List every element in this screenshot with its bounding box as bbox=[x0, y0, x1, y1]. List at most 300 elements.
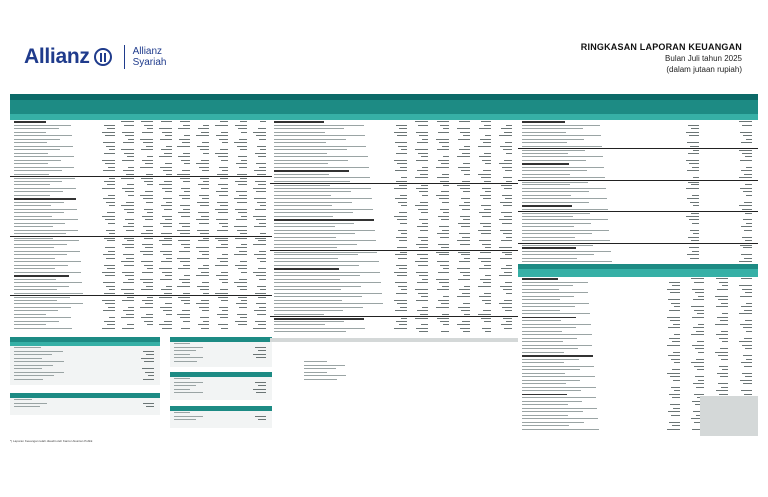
row-value bbox=[182, 282, 190, 283]
row-value bbox=[505, 310, 512, 311]
row-value bbox=[147, 324, 153, 325]
row-label bbox=[274, 216, 333, 217]
row-value bbox=[415, 149, 428, 150]
row-label bbox=[522, 160, 586, 161]
row-value bbox=[415, 205, 428, 206]
row-value bbox=[464, 314, 470, 315]
row-value bbox=[141, 121, 153, 122]
row-value bbox=[460, 216, 470, 217]
row-value bbox=[103, 282, 115, 283]
row-label bbox=[14, 170, 62, 171]
row-label bbox=[522, 362, 564, 363]
row-label bbox=[274, 128, 344, 129]
row-label bbox=[304, 368, 336, 369]
row-value bbox=[396, 237, 407, 238]
row-label bbox=[274, 265, 359, 266]
row-label bbox=[274, 296, 362, 297]
row-value bbox=[396, 181, 407, 182]
row-value bbox=[165, 135, 172, 136]
row-value bbox=[122, 272, 134, 273]
row-value bbox=[104, 321, 115, 322]
row-value bbox=[163, 310, 172, 311]
table-row bbox=[10, 378, 160, 382]
row-label bbox=[14, 254, 67, 255]
row-value bbox=[669, 422, 680, 423]
row-value bbox=[217, 230, 228, 231]
row-value bbox=[740, 380, 752, 381]
row-label bbox=[14, 321, 59, 322]
row-label bbox=[14, 167, 74, 168]
row-value bbox=[739, 341, 752, 342]
row-value bbox=[199, 307, 209, 308]
row-value bbox=[107, 268, 115, 269]
row-value bbox=[396, 293, 407, 294]
row-label bbox=[274, 212, 353, 213]
row-value bbox=[234, 282, 247, 283]
row-value bbox=[221, 160, 228, 161]
row-value bbox=[690, 230, 699, 231]
row-value bbox=[483, 226, 491, 227]
row-value bbox=[400, 307, 407, 308]
row-value bbox=[123, 170, 134, 171]
row-value bbox=[253, 354, 266, 355]
row-value bbox=[479, 268, 491, 269]
row-label bbox=[274, 226, 335, 227]
row-value bbox=[102, 300, 115, 301]
row-value bbox=[184, 163, 190, 164]
row-value bbox=[401, 233, 407, 234]
row-value bbox=[241, 160, 247, 161]
row-value bbox=[125, 191, 134, 192]
row-value bbox=[165, 163, 172, 164]
row-value bbox=[422, 307, 428, 308]
row-label bbox=[14, 184, 50, 185]
row-value bbox=[202, 198, 209, 199]
row-value bbox=[145, 372, 154, 373]
row-label bbox=[174, 412, 190, 413]
row-label bbox=[522, 202, 589, 203]
row-value bbox=[415, 121, 428, 122]
row-value bbox=[482, 328, 491, 329]
row-value bbox=[241, 272, 247, 273]
row-value bbox=[464, 146, 470, 147]
row-value bbox=[258, 419, 266, 420]
row-value bbox=[501, 268, 512, 269]
row-value bbox=[506, 181, 512, 182]
row-value bbox=[440, 209, 449, 210]
row-label bbox=[522, 170, 587, 171]
row-value bbox=[442, 314, 449, 315]
row-value bbox=[739, 285, 752, 286]
row-label bbox=[522, 128, 583, 129]
report-header bbox=[581, 42, 742, 74]
row-value bbox=[159, 156, 172, 157]
row-label bbox=[14, 286, 69, 287]
row-value bbox=[458, 279, 470, 280]
row-value bbox=[481, 261, 491, 262]
row-value bbox=[441, 247, 449, 248]
row-value bbox=[693, 205, 699, 206]
row-value bbox=[689, 219, 699, 220]
row-value bbox=[674, 334, 680, 335]
row-value bbox=[698, 296, 704, 297]
row-value bbox=[222, 310, 228, 311]
row-value bbox=[253, 132, 266, 133]
row-value bbox=[105, 275, 115, 276]
row-value bbox=[697, 313, 704, 314]
row-value bbox=[400, 167, 407, 168]
allianz-eagle-icon bbox=[94, 48, 112, 66]
row-label bbox=[274, 167, 369, 168]
row-value bbox=[258, 385, 266, 386]
row-label bbox=[522, 247, 576, 248]
row-value bbox=[198, 128, 209, 129]
row-label bbox=[304, 379, 337, 380]
row-value bbox=[237, 314, 247, 315]
row-value bbox=[399, 212, 407, 213]
row-value bbox=[478, 314, 491, 315]
row-value bbox=[438, 272, 449, 273]
row-value bbox=[399, 268, 407, 269]
row-label bbox=[174, 357, 203, 358]
row-value bbox=[143, 226, 153, 227]
row-value bbox=[674, 362, 680, 363]
row-value bbox=[106, 258, 115, 259]
row-value bbox=[197, 258, 209, 259]
row-value bbox=[126, 258, 134, 259]
row-value bbox=[743, 247, 752, 248]
row-value bbox=[480, 223, 491, 224]
row-label bbox=[522, 303, 589, 304]
row-value bbox=[161, 121, 172, 122]
row-value bbox=[483, 198, 491, 199]
row-value bbox=[671, 415, 680, 416]
row-label bbox=[14, 153, 48, 154]
row-label bbox=[274, 237, 336, 238]
row-value bbox=[686, 160, 699, 161]
row-value bbox=[688, 237, 699, 238]
row-label bbox=[274, 205, 332, 206]
row-value bbox=[143, 198, 153, 199]
row-value bbox=[698, 324, 704, 325]
row-value bbox=[221, 300, 228, 301]
row-value bbox=[196, 219, 209, 220]
row-value bbox=[417, 254, 428, 255]
row-value bbox=[746, 331, 752, 332]
row-value bbox=[718, 299, 728, 300]
row-value bbox=[505, 254, 512, 255]
row-value bbox=[420, 314, 428, 315]
row-value bbox=[673, 380, 680, 381]
row-value bbox=[222, 226, 228, 227]
row-value bbox=[485, 135, 491, 136]
row-value bbox=[744, 230, 752, 231]
row-label bbox=[274, 321, 344, 322]
row-label bbox=[14, 191, 63, 192]
row-value bbox=[418, 293, 428, 294]
row-value bbox=[163, 170, 172, 171]
row-label bbox=[174, 343, 190, 344]
row-label bbox=[14, 272, 81, 273]
row-label bbox=[174, 350, 196, 351]
row-label bbox=[522, 387, 596, 388]
row-value bbox=[180, 121, 190, 122]
row-value bbox=[438, 244, 449, 245]
row-value bbox=[203, 265, 209, 266]
row-value bbox=[441, 191, 449, 192]
row-label bbox=[522, 429, 599, 430]
row-value bbox=[256, 392, 266, 393]
row-value bbox=[182, 142, 190, 143]
row-value bbox=[440, 125, 449, 126]
row-value bbox=[253, 389, 266, 390]
row-value bbox=[109, 149, 115, 150]
row-value bbox=[443, 268, 449, 269]
row-value bbox=[166, 202, 172, 203]
row-value bbox=[141, 261, 153, 262]
logo-divider bbox=[124, 45, 125, 69]
row-value bbox=[145, 163, 153, 164]
row-value bbox=[145, 303, 153, 304]
row-value bbox=[260, 261, 266, 262]
row-value bbox=[216, 247, 228, 248]
row-value bbox=[422, 167, 428, 168]
row-value bbox=[670, 320, 680, 321]
row-value bbox=[499, 247, 512, 248]
row-label bbox=[14, 279, 56, 280]
row-value bbox=[505, 198, 512, 199]
row-label bbox=[14, 216, 52, 217]
row-value bbox=[461, 170, 470, 171]
row-label bbox=[522, 174, 570, 175]
row-value bbox=[717, 373, 728, 374]
row-value bbox=[238, 156, 247, 157]
row-value bbox=[203, 125, 209, 126]
row-value bbox=[148, 375, 154, 376]
row-value bbox=[744, 310, 752, 311]
row-value bbox=[696, 331, 704, 332]
row-value bbox=[241, 244, 247, 245]
row-value bbox=[421, 296, 428, 297]
row-value bbox=[179, 195, 190, 196]
row-value bbox=[692, 195, 699, 196]
row-value bbox=[482, 216, 491, 217]
row-value bbox=[146, 314, 153, 315]
row-label bbox=[274, 163, 328, 164]
row-value bbox=[219, 223, 228, 224]
row-value bbox=[459, 233, 470, 234]
row-label bbox=[14, 226, 53, 227]
row-value bbox=[147, 128, 153, 129]
row-value bbox=[422, 195, 428, 196]
row-value bbox=[500, 230, 512, 231]
row-value bbox=[144, 321, 153, 322]
row-value bbox=[505, 282, 512, 283]
row-value bbox=[143, 403, 154, 404]
row-value bbox=[221, 188, 228, 189]
row-value bbox=[692, 289, 704, 290]
row-value bbox=[141, 233, 153, 234]
row-value bbox=[102, 188, 115, 189]
row-value bbox=[667, 317, 680, 318]
row-value bbox=[397, 303, 407, 304]
row-value bbox=[691, 362, 704, 363]
row-label bbox=[274, 135, 365, 136]
row-value bbox=[256, 191, 266, 192]
row-value bbox=[164, 321, 172, 322]
row-value bbox=[744, 174, 752, 175]
row-value bbox=[234, 226, 247, 227]
row-value bbox=[256, 303, 266, 304]
row-value bbox=[503, 177, 512, 178]
row-value bbox=[258, 128, 266, 129]
row-value bbox=[440, 321, 449, 322]
row-value bbox=[694, 366, 704, 367]
row-value bbox=[422, 223, 428, 224]
row-value bbox=[165, 219, 172, 220]
row-value bbox=[216, 219, 228, 220]
row-value bbox=[743, 355, 752, 356]
row-value bbox=[221, 132, 228, 133]
row-value bbox=[397, 135, 407, 136]
row-value bbox=[719, 282, 728, 283]
row-value bbox=[743, 219, 752, 220]
row-value bbox=[160, 251, 172, 252]
row-label bbox=[522, 320, 561, 321]
row-value bbox=[504, 188, 512, 189]
row-label bbox=[14, 219, 78, 220]
row-value bbox=[178, 268, 190, 269]
row-value bbox=[462, 237, 470, 238]
row-value bbox=[218, 212, 228, 213]
row-value bbox=[198, 268, 209, 269]
row-label bbox=[274, 233, 355, 234]
row-value bbox=[690, 202, 699, 203]
row-value bbox=[159, 184, 172, 185]
row-label bbox=[522, 390, 581, 391]
row-value bbox=[183, 153, 190, 154]
row-value bbox=[216, 191, 228, 192]
row-value bbox=[237, 174, 247, 175]
row-value bbox=[220, 317, 228, 318]
row-value bbox=[398, 258, 407, 259]
row-value bbox=[255, 153, 266, 154]
row-value bbox=[108, 251, 115, 252]
row-value bbox=[147, 212, 153, 213]
row-value bbox=[396, 125, 407, 126]
row-value bbox=[501, 240, 512, 241]
row-value bbox=[235, 181, 247, 182]
row-value bbox=[436, 139, 449, 140]
row-label bbox=[14, 261, 81, 262]
box-dps-rows bbox=[170, 377, 272, 395]
row-label bbox=[274, 132, 325, 133]
row-value bbox=[258, 268, 266, 269]
row-value bbox=[237, 286, 247, 287]
row-value bbox=[260, 205, 266, 206]
row-label bbox=[522, 373, 565, 374]
row-value bbox=[254, 254, 266, 255]
row-value bbox=[121, 121, 134, 122]
row-label bbox=[522, 292, 588, 293]
row-label bbox=[14, 379, 43, 380]
row-value bbox=[220, 149, 228, 150]
row-value bbox=[161, 289, 172, 290]
row-value bbox=[460, 272, 470, 273]
row-value bbox=[166, 286, 172, 287]
row-value bbox=[162, 216, 172, 217]
row-value bbox=[746, 167, 752, 168]
row-value bbox=[106, 286, 115, 287]
row-value bbox=[484, 293, 491, 294]
row-value bbox=[500, 286, 512, 287]
row-value bbox=[144, 181, 153, 182]
row-value bbox=[459, 121, 470, 122]
row-value bbox=[159, 240, 172, 241]
row-value bbox=[745, 184, 752, 185]
row-value bbox=[463, 135, 470, 136]
row-value bbox=[436, 167, 449, 168]
row-value bbox=[437, 261, 449, 262]
row-value bbox=[697, 341, 704, 342]
row-value bbox=[479, 128, 491, 129]
row-value bbox=[240, 289, 247, 290]
row-label bbox=[14, 268, 55, 269]
row-value bbox=[160, 307, 172, 308]
row-label bbox=[274, 293, 382, 294]
row-value bbox=[401, 205, 407, 206]
row-value bbox=[481, 177, 491, 178]
row-value bbox=[128, 223, 134, 224]
row-label bbox=[522, 237, 575, 238]
row-label bbox=[14, 406, 40, 407]
row-value bbox=[443, 128, 449, 129]
row-value bbox=[746, 223, 752, 224]
row-value bbox=[183, 125, 190, 126]
row-value bbox=[463, 219, 470, 220]
row-value bbox=[691, 334, 704, 335]
row-value bbox=[417, 282, 428, 283]
row-value bbox=[504, 300, 512, 301]
row-label bbox=[522, 334, 592, 335]
row-value bbox=[462, 181, 470, 182]
row-value bbox=[254, 170, 266, 171]
row-value bbox=[200, 149, 209, 150]
row-value bbox=[692, 345, 704, 346]
row-value bbox=[690, 258, 699, 259]
row-value bbox=[746, 139, 752, 140]
row-value bbox=[746, 195, 752, 196]
row-value bbox=[716, 390, 728, 391]
row-value bbox=[697, 369, 704, 370]
row-value bbox=[722, 313, 728, 314]
row-label bbox=[522, 167, 604, 168]
row-value bbox=[104, 293, 115, 294]
row-value bbox=[199, 251, 209, 252]
row-value bbox=[722, 341, 728, 342]
row-value bbox=[178, 156, 190, 157]
row-value bbox=[159, 324, 172, 325]
row-value bbox=[721, 303, 728, 304]
row-label bbox=[174, 392, 203, 393]
row-label bbox=[522, 401, 582, 402]
row-value bbox=[162, 328, 172, 329]
row-value bbox=[715, 352, 728, 353]
row-label bbox=[14, 399, 32, 400]
table-row bbox=[170, 360, 272, 364]
row-value bbox=[458, 139, 470, 140]
row-value bbox=[721, 387, 728, 388]
